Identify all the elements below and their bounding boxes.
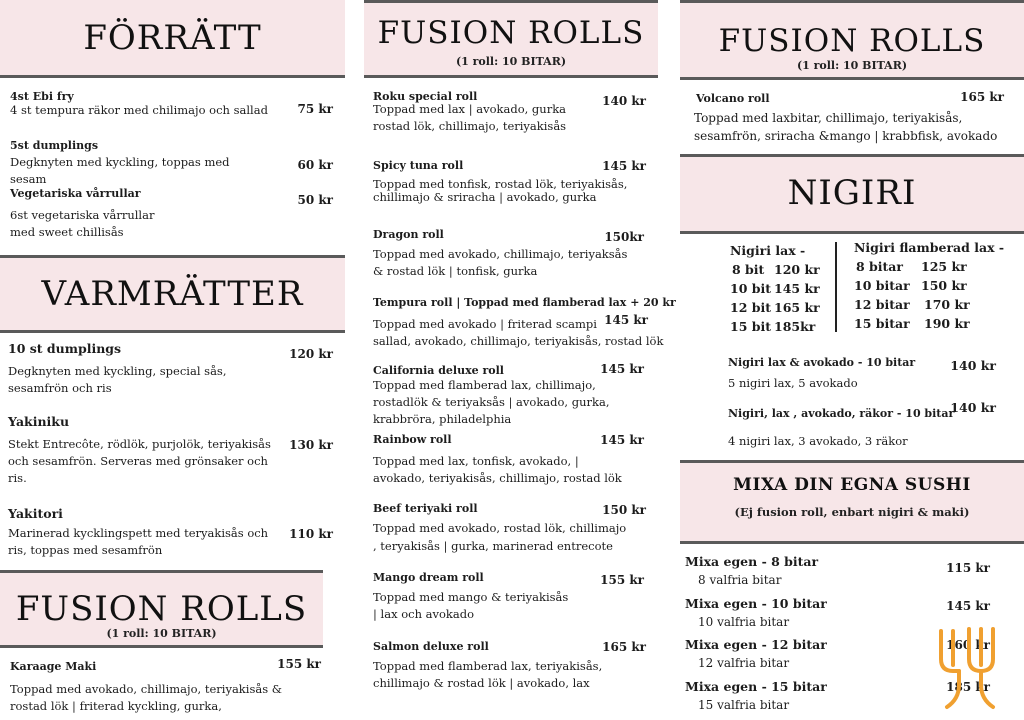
menu-item-desc: chillimajo & sriracha | avokado, gurka — [373, 190, 597, 204]
menu-item-name: California deluxe roll — [373, 364, 504, 377]
menu-column-3 — [680, 0, 1024, 720]
menu-item-desc: Toppad med mango & teriyakisås — [373, 590, 569, 604]
menu-item-name: Beef teriyaki roll — [373, 502, 478, 515]
menu-item-name: 10 st dumplings — [8, 341, 122, 356]
menu-item-name: Mango dream roll — [373, 571, 484, 584]
menu-item-desc: 4 nigiri lax, 3 avokado, 3 räkor — [728, 434, 908, 448]
menu-item-name: Mixa egen - 10 bitar — [685, 596, 827, 611]
menu-item-price: 110 kr — [289, 527, 333, 541]
menu-item-name: Karaage Maki — [10, 660, 97, 673]
menu-item-price: 120 kr — [289, 347, 333, 361]
menu-item-name: Dragon roll — [373, 228, 444, 241]
menu-item-name: Spicy tuna roll — [373, 159, 464, 172]
menu-item-desc: 8 valfria bitar — [698, 573, 782, 587]
menu-item-desc: Toppad med flamberad lax, teriyakisås, — [373, 659, 603, 673]
menu-item-desc: sesam — [10, 172, 47, 186]
nigiri-qty: 12 bitar — [854, 297, 910, 312]
menu-item-desc: Toppad med avokado, chillimajo, teriyakisås & — [10, 682, 282, 696]
menu-item-desc: , teryakisås | gurka, marinerad entrecote — [373, 539, 613, 553]
menu-item-price: 165 kr — [960, 90, 1004, 104]
menu-item-price: 140 kr — [950, 358, 996, 373]
menu-item-desc: Stekt Entrecôte, rödlök, purjolök, teriyakisås — [8, 437, 271, 451]
menu-item-name: Salmon deluxe roll — [373, 640, 489, 653]
menu-item-name: 4st Ebi fry — [10, 90, 74, 103]
menu-item-name: 5st dumplings — [10, 139, 99, 152]
nigiri-qty: 10 bit — [730, 281, 772, 296]
menu-item-desc: rostad lök, chillimajo, teriyakisås — [373, 119, 567, 133]
menu-item-desc: Toppad med tonfisk, rostad lök, teriyakisås, — [373, 177, 628, 191]
menu-column-1 — [0, 0, 345, 720]
menu-item-price: 130 kr — [289, 438, 333, 452]
section-subtitle: (Ej fusion roll, enbart nigiri & maki) — [734, 505, 970, 519]
menu-item-desc: Toppad med lax, tonfisk, avokado, | — [373, 454, 579, 468]
menu-item-desc: ris. — [8, 471, 27, 485]
menu-item-desc: 12 valfria bitar — [698, 656, 790, 670]
menu-item-price: 140 kr — [950, 400, 996, 415]
menu-item-desc: 10 valfria bitar — [698, 615, 790, 629]
nigiri-price: 150 kr — [921, 278, 967, 293]
nigiri-price: 185kr — [774, 319, 816, 334]
section-title: VARMRÄTTER — [41, 274, 304, 314]
section-header-forratt — [0, 0, 345, 78]
section-title: FUSION ROLLS — [718, 23, 986, 59]
nigiri-qty: 12 bit — [730, 300, 772, 315]
menu-item-price: 145 kr — [600, 362, 644, 376]
nigiri-price: 125 kr — [921, 259, 967, 274]
menu-item-desc: rostadlök & teriyaksås | avokado, gurka, — [373, 395, 610, 409]
menu-item-desc: chillimajo & rostad lök | avokado, lax — [373, 676, 590, 690]
section-title: FUSION ROLLS — [377, 15, 645, 51]
column-divider — [835, 242, 837, 332]
menu-item-price: 165 kr — [602, 640, 646, 654]
menu-item-name: Rainbow roll — [373, 433, 452, 446]
section-header-mixa — [680, 460, 1024, 544]
menu-item-name: Roku special roll — [373, 90, 478, 103]
section-subtitle: (1 roll: 10 BITAR) — [796, 59, 908, 72]
menu-item-name: Tempura roll | Toppad med flamberad lax + 20 kr — [373, 296, 676, 309]
menu-item-price: 150 kr — [602, 503, 646, 517]
menu-item-desc: Toppad med avokado, rostad lök, chillimajo — [373, 521, 627, 535]
menu-item-desc: & rostad lök | tonfisk, gurka — [373, 264, 538, 278]
menu-item-name: Mixa egen - 8 bitar — [685, 554, 819, 569]
section-title: FÖRRÄTT — [83, 18, 262, 58]
menu-item-desc: med sweet chillisås — [10, 225, 124, 239]
menu-item-price: 155 kr — [600, 573, 644, 587]
menu-item-desc: sesamfrön, sriracha &mango | krabbfisk, avokado — [694, 129, 998, 143]
menu-item-price: 145 kr — [602, 159, 646, 173]
menu-item-desc: 4 st tempura räkor med chilimajo och sallad — [10, 103, 268, 117]
menu-item-desc: 5 nigiri lax, 5 avokado — [728, 376, 858, 390]
nigiri-price: 170 kr — [924, 297, 970, 312]
menu-item-price: 150kr — [604, 230, 644, 244]
menu-item-desc: Toppad med avokado, chillimajo, teriyaksås — [373, 247, 628, 261]
menu-item-name: Mixa egen - 12 bitar — [685, 637, 827, 652]
menu-item-name: Mixa egen - 15 bitar — [685, 679, 827, 694]
nigiri-qty: 15 bit — [730, 319, 772, 334]
menu-item-price: 140 kr — [602, 94, 646, 108]
menu-item-name: Yakiniku — [8, 414, 70, 429]
menu-item-price: 115 kr — [946, 561, 990, 575]
menu-item-price: 145 kr — [604, 313, 648, 327]
menu-item-desc: Toppad med flamberad lax, chillimajo, — [373, 378, 596, 392]
section-header-varmratter — [0, 255, 345, 333]
menu-item-price: 145 kr — [600, 433, 644, 447]
nigiri-price: 145 kr — [774, 281, 820, 296]
menu-item-desc: rostad lök | friterad kyckling, gurka, — [10, 699, 222, 713]
nigiri-price: 165 kr — [774, 300, 820, 315]
menu-item-desc: Degknyten med kyckling, toppas med — [10, 155, 230, 169]
nigiri-qty: 10 bitar — [854, 278, 910, 293]
nigiri-qty: 8 bitar — [856, 259, 903, 274]
menu-item-desc: avokado, teriyakisås, chillimajo, rostad lök — [373, 471, 622, 485]
menu-item-desc: 15 valfria bitar — [698, 698, 790, 712]
menu-item-desc: Degknyten med kyckling, special sås, — [8, 364, 227, 378]
menu-item-desc: | lax och avokado — [373, 607, 475, 621]
section-title: MIXA DIN EGNA SUSHI — [733, 475, 971, 495]
menu-item-price: 50 kr — [297, 193, 333, 207]
menu-item-name: Nigiri, lax , avokado, räkor - 10 bitar — [728, 407, 955, 420]
menu-item-desc: Marinerad kycklingspett med teryakisås och — [8, 526, 269, 540]
nigiri-price: 120 kr — [774, 262, 820, 277]
menu-item-desc: krabbröra, philadelphia — [373, 412, 512, 426]
nigiri-qty: 8 bit — [732, 262, 765, 277]
menu-item-name: Volcano roll — [696, 92, 770, 105]
menu-item-desc: sallad, avokado, chillimajo, teriyakisås, rostad lök — [373, 334, 664, 348]
section-header-fusion-rolls — [680, 0, 1024, 80]
section-subtitle: (1 roll: 10 BITAR) — [106, 627, 217, 640]
menu-item-name: Nigiri lax & avokado - 10 bitar — [728, 356, 916, 369]
section-subtitle: (1 roll: 10 BITAR) — [455, 55, 567, 68]
menu-item-price: 60 kr — [297, 158, 333, 172]
menu-item-desc: 6st vegetariska vårrullar — [10, 208, 155, 222]
menu-item-desc: och sesamfrön. Serveras med grönsaker och — [8, 454, 268, 468]
nigiri-heading: Nigiri lax - — [730, 243, 806, 258]
nigiri-qty: 15 bitar — [854, 316, 910, 331]
menu-item-desc: sesamfrön och ris — [8, 381, 112, 395]
section-header-fusion-rolls — [0, 570, 323, 648]
menu-item-desc: Toppad med avokado | friterad scampi — [373, 317, 597, 331]
section-header-nigiri — [680, 154, 1024, 234]
menu-item-price: 145 kr — [946, 599, 990, 613]
section-title: NIGIRI — [787, 173, 917, 213]
nigiri-heading: Nigiri flamberad lax - — [854, 240, 1005, 255]
menu-item-price: 160 kr — [946, 638, 990, 652]
menu-item-price: 155 kr — [277, 657, 321, 671]
menu-column-2 — [364, 0, 676, 720]
restaurant-logo-icon — [935, 625, 1003, 711]
menu-item-price: 75 kr — [297, 102, 333, 116]
menu-item-price: 185 kr — [946, 680, 990, 694]
section-header-fusion-rolls — [364, 0, 658, 78]
section-title: FUSION ROLLS — [15, 589, 308, 629]
menu-item-name: Yakitori — [8, 506, 63, 521]
menu-item-desc: Toppad med laxbitar, chillimajo, teriyakisås, — [694, 111, 963, 125]
menu-item-desc: ris, toppas med sesamfrön — [8, 543, 163, 557]
nigiri-price: 190 kr — [924, 316, 970, 331]
menu-item-name: Vegetariska vårrullar — [10, 187, 141, 200]
menu-item-desc: Toppad med lax | avokado, gurka — [373, 102, 567, 116]
